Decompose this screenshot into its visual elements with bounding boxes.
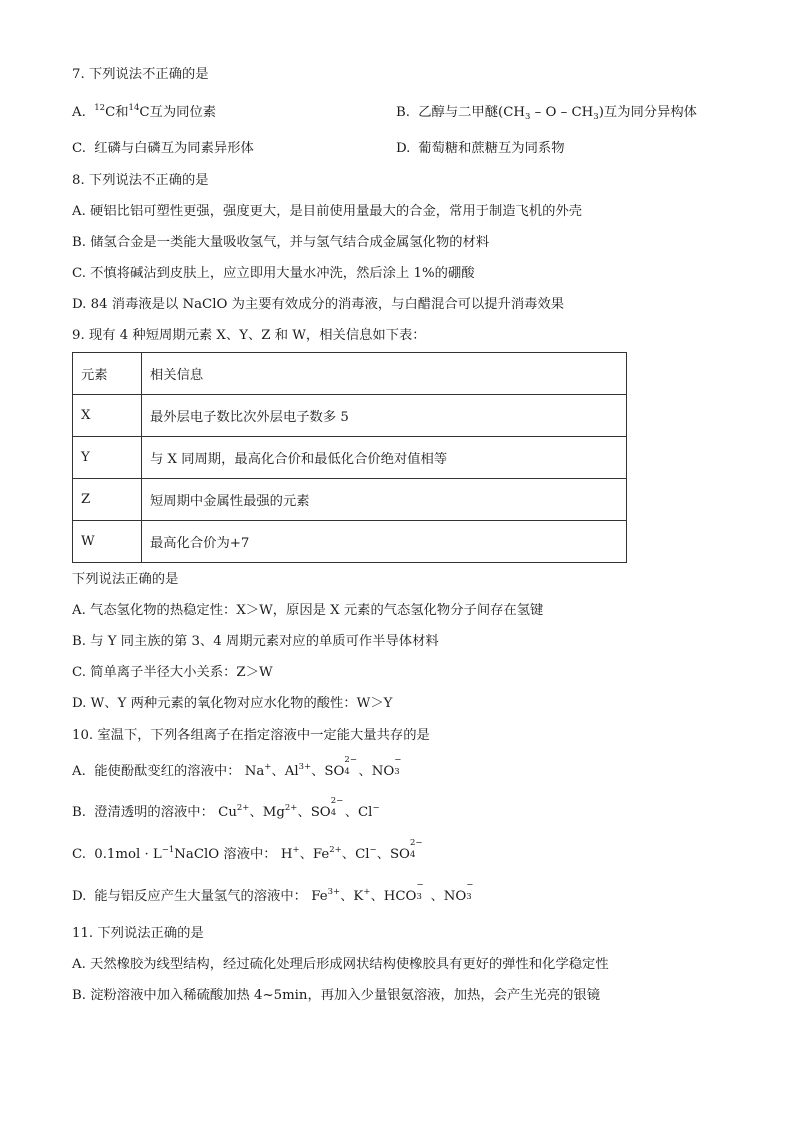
table-row xyxy=(73,479,627,521)
q7-b-text1: 乙醇与二甲醚(CH xyxy=(418,105,525,120)
q9-option-d: D. W、Y 两种元素的氧化物对应水化物的酸性：W＞Y xyxy=(72,696,393,711)
table-row xyxy=(73,395,627,437)
q7-a-mass2: 14 xyxy=(128,103,140,113)
q7-b-sub2: 3 xyxy=(593,112,599,122)
ion-charge: − xyxy=(394,755,402,765)
q10-option-b xyxy=(72,796,380,822)
q10-a-prefix: 能使酚酞变红的溶液中： xyxy=(94,764,241,779)
ion-charge: 3+ xyxy=(327,887,341,897)
ion-charge: 2+ xyxy=(236,803,250,813)
table-row xyxy=(73,521,627,563)
unit-exponent: −1 xyxy=(161,845,175,855)
table-cell-info: 最高化合价为+7 xyxy=(142,521,627,563)
ion: NO xyxy=(443,889,467,904)
q9-option-b: B. 与 Y 同主族的第 3、4 周期元素对应的单质可作半导体材料 xyxy=(72,634,439,649)
q10-option-c xyxy=(72,838,424,864)
table-cell-element: X xyxy=(73,395,142,437)
ion-subscript: 4 xyxy=(330,808,337,818)
q7-b-letter: B. xyxy=(396,105,410,120)
ion-subsup xyxy=(330,796,345,818)
separator: 、 xyxy=(340,889,354,904)
ion-subscript: 4 xyxy=(409,850,416,860)
q8-option-d: D. 84 消毒液是以 NaClO 为主要有效成分的消毒液，与白醋混合可以提升消毒效果 xyxy=(72,297,565,312)
ion-subsup xyxy=(416,880,430,902)
q10-d-prefix: 能与铝反应产生大量氢气的溶液中： xyxy=(94,889,307,904)
table-cell-element: Y xyxy=(73,437,142,479)
table-header-cell: 相关信息 xyxy=(142,353,627,395)
ion: NO xyxy=(371,764,395,779)
q7-option-b xyxy=(396,104,697,122)
q7-d-text: 葡萄糖和蔗糖互为同系物 xyxy=(418,141,565,156)
q7-option-c xyxy=(72,140,254,158)
ion: SO xyxy=(324,764,345,779)
table-row xyxy=(73,437,627,479)
separator: 、 xyxy=(376,847,390,862)
q7-a-letter: A. xyxy=(72,105,86,120)
ion-charge: 2+ xyxy=(284,803,298,813)
q9-option-a: A. 气态氢化物的热稳定性：X＞W，原因是 X 元素的气态氢化物分子间存在氢键 xyxy=(72,603,544,618)
q10-b-letter: B. xyxy=(72,805,86,820)
q7-c-letter: C. xyxy=(72,141,86,156)
separator: 、 xyxy=(430,889,444,904)
q10-c-salt: NaClO 溶液中： xyxy=(174,847,277,862)
q10-c-concentration: 0.1mol · L xyxy=(94,847,162,862)
table-cell-info: 最外层电子数比次外层电子数多 5 xyxy=(142,395,627,437)
separator: 、 xyxy=(344,805,358,820)
ion: HCO xyxy=(383,889,417,904)
separator: 、 xyxy=(358,764,372,779)
separator: 、 xyxy=(249,805,263,820)
separator: 、 xyxy=(299,847,313,862)
q9-stem: 9. 现有 4 种短周期元素 X、Y、Z 和 W，相关信息如下表： xyxy=(72,328,426,343)
ion-charge: + xyxy=(363,887,371,897)
q10-a-letter: A. xyxy=(72,764,86,779)
q10-d-letter: D. xyxy=(72,889,87,904)
q9-followup: 下列说法正确的是 xyxy=(72,572,179,587)
q8-stem: 8. 下列说法不正确的是 xyxy=(72,173,209,188)
table-cell-info: 与 X 同周期，最高化合价和最低化合价绝对值相等 xyxy=(142,437,627,479)
ion-charge: − xyxy=(372,803,380,813)
ion-charge: 2− xyxy=(344,755,357,765)
ion: Cl xyxy=(358,805,373,820)
q8-option-c: C. 不慎将碱沾到皮肤上，应立即用大量水冲洗，然后涂上 1%的硼酸 xyxy=(72,266,475,281)
q10-option-a xyxy=(72,755,408,781)
table-header-cell: 元素 xyxy=(73,353,142,395)
ion-subscript: 3 xyxy=(416,892,422,902)
separator: 、 xyxy=(271,764,285,779)
ion-charge: − xyxy=(416,880,424,890)
ion-charge: + xyxy=(264,762,272,772)
ion: Fe xyxy=(311,889,328,904)
q7-option-d xyxy=(396,140,565,158)
ion-charge: − xyxy=(369,845,377,855)
ion-subsup xyxy=(344,755,358,777)
q7-stem: 7. 下列说法不正确的是 xyxy=(72,67,209,82)
q7-d-letter: D. xyxy=(396,141,411,156)
ion-subsup xyxy=(394,755,408,777)
q11-stem: 11. 下列说法正确的是 xyxy=(72,926,204,941)
ion: K xyxy=(353,889,364,904)
q7-b-text3: )互为同分异构体 xyxy=(598,105,697,120)
q11-option-a: A. 天然橡胶为线型结构，经过硫化处理后形成网状结构使橡胶具有更好的弹性和化学稳定性 xyxy=(72,957,609,972)
ion-subscript: 3 xyxy=(466,892,472,902)
q7-a-mass1: 12 xyxy=(94,103,106,113)
ion-charge: 2− xyxy=(409,838,423,848)
ion-subsup xyxy=(466,880,480,902)
table-cell-element: W xyxy=(73,521,142,563)
q7-a-text1: C和 xyxy=(105,105,129,120)
ion: H xyxy=(280,847,293,862)
q7-b-sub1: 3 xyxy=(524,112,531,122)
ion-charge: − xyxy=(466,880,474,890)
ion-subscript: 4 xyxy=(344,767,350,777)
separator: 、 xyxy=(370,889,384,904)
q10-option-d xyxy=(72,880,480,906)
q7-c-text: 红磷与白磷互为同素异形体 xyxy=(94,141,254,156)
q7-a-text2: C互为同位素 xyxy=(139,105,217,120)
ion: Fe xyxy=(312,847,330,862)
ion: Al xyxy=(284,764,299,779)
q10-stem: 10. 室温下，下列各组离子在指定溶液中一定能大量共存的是 xyxy=(72,728,430,743)
element-info-table xyxy=(72,352,627,563)
ion-subsup xyxy=(409,838,424,860)
q8-option-b: B. 储氢合金是一类能大量吸收氢气，并与氢气结合成金属氢化物的材料 xyxy=(72,235,490,250)
table-cell-element: Z xyxy=(73,479,142,521)
separator: 、 xyxy=(311,764,325,779)
ion-charge: 2+ xyxy=(329,845,342,855)
ion: SO xyxy=(310,805,331,820)
ion: Cu xyxy=(218,805,237,820)
q8-option-a: A. 硬铝比铝可塑性更强，强度更大，是目前使用量最大的合金，常用于制造飞机的外壳 xyxy=(72,204,583,219)
ion-charge: 3+ xyxy=(298,762,312,772)
table-cell-info: 短周期中金属性最强的元素 xyxy=(142,479,627,521)
ion: Na xyxy=(244,764,265,779)
table-header-row xyxy=(73,353,627,395)
separator: 、 xyxy=(341,847,356,862)
ion-charge: 2− xyxy=(330,796,344,806)
q10-b-prefix: 澄清透明的溶液中： xyxy=(94,805,214,820)
q11-option-b: B. 淀粉溶液中加入稀硫酸加热 4~5min，再加入少量银氨溶液，加热，会产生光亮的银镜 xyxy=(72,988,601,1003)
ion-charge: + xyxy=(292,845,300,855)
q9-option-c: C. 简单离子半径大小关系：Z＞W xyxy=(72,665,273,680)
q10-c-letter: C. xyxy=(72,847,86,862)
ion: Mg xyxy=(262,805,285,820)
separator: 、 xyxy=(297,805,311,820)
q7-option-a xyxy=(72,104,216,122)
ion: Cl xyxy=(355,847,370,862)
q7-b-text2: – O – CH xyxy=(530,105,594,120)
ion: SO xyxy=(389,847,410,862)
ion-subscript: 3 xyxy=(394,767,400,777)
